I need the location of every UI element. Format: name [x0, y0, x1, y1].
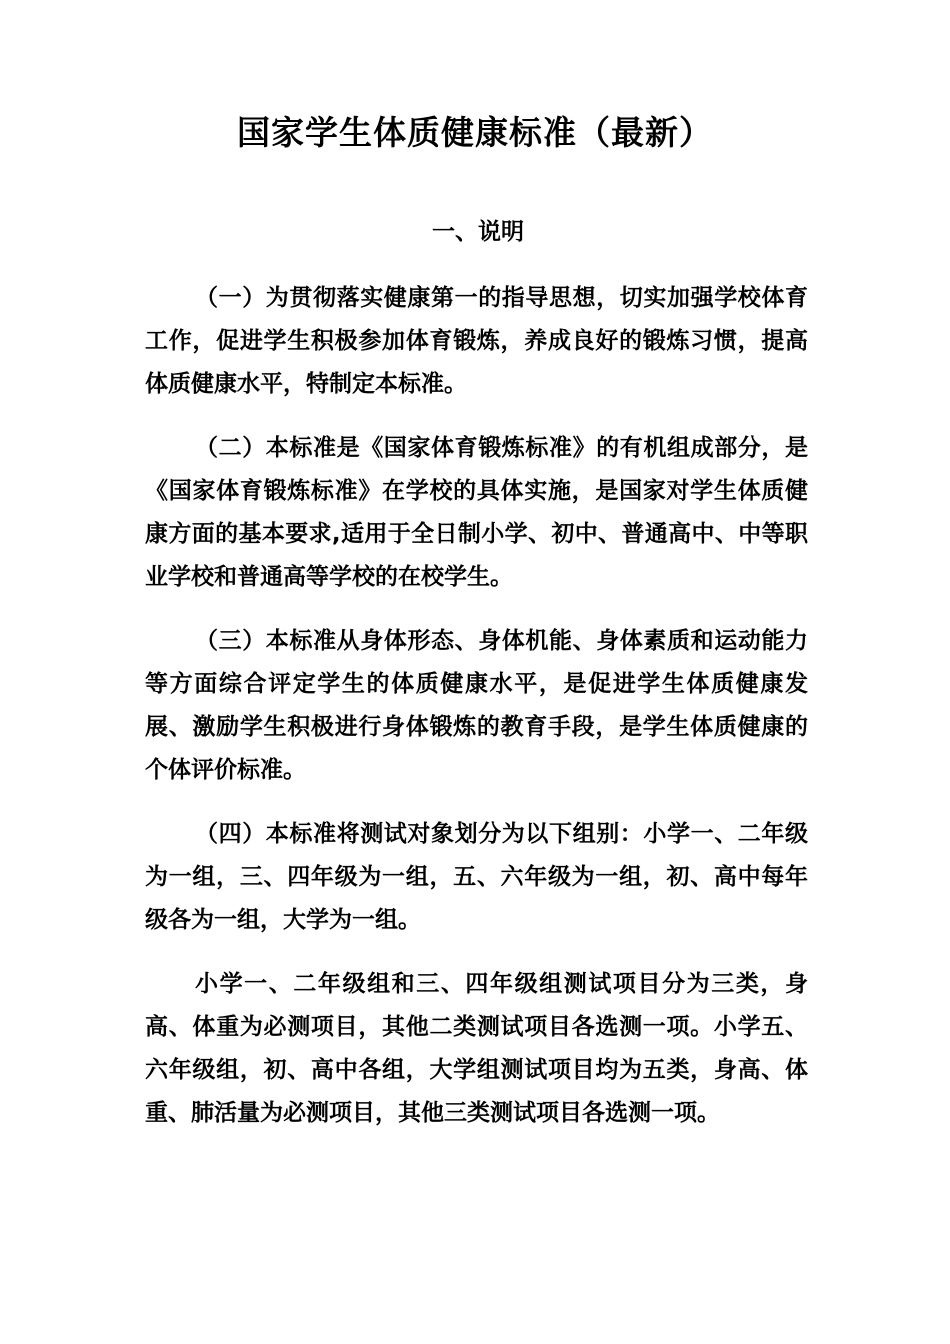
document-title: 国家学生体质健康标准（最新） — [237, 113, 713, 152]
paragraph-3: （三）本标准从身体形态、身体机能、身体素质和运动能力等方面综合评定学生的体质健康水平，是促进学生体质健康发展、激励学生积极进行身体锻炼的教育手段，是学生体质健康的个体评价标准。 — [145, 628, 808, 783]
document-body — [145, 277, 808, 1156]
paragraph-5: 小学一、二年级组和三、四年级组测试项目分为三类，身高、体重为必测项目，其他二类测试项目各选测一项。小学五、六年级组，初、高中各组，大学组测试项目均为五类，身高、体重、肺活量为必测项目，其他三类测试项目各选测一项。 — [145, 971, 808, 1126]
paragraph-4: （四）本标准将测试对象划分为以下组别：小学一、二年级为一组，三、四年级为一组，五、六年级为一组，初、高中每年级各为一组，大学为一组。 — [145, 821, 808, 933]
paragraph-1: （一）为贯彻落实健康第一的指导思想，切实加强学校体育工作，促进学生积极参加体育锻炼，养成良好的锻炼习惯，提高体质健康水平，特制定本标准。 — [145, 285, 808, 397]
paragraph-2: （二）本标准是《国家体育锻炼标准》的有机组成部分，是《国家体育锻炼标准》在学校的具体实施，是国家对学生体质健康方面的基本要求,适用于全日制小学、初中、普通高中、中等职业学校和普通高等学校的在校学生。 — [145, 435, 808, 590]
section-heading: 一、说明 — [432, 219, 524, 245]
